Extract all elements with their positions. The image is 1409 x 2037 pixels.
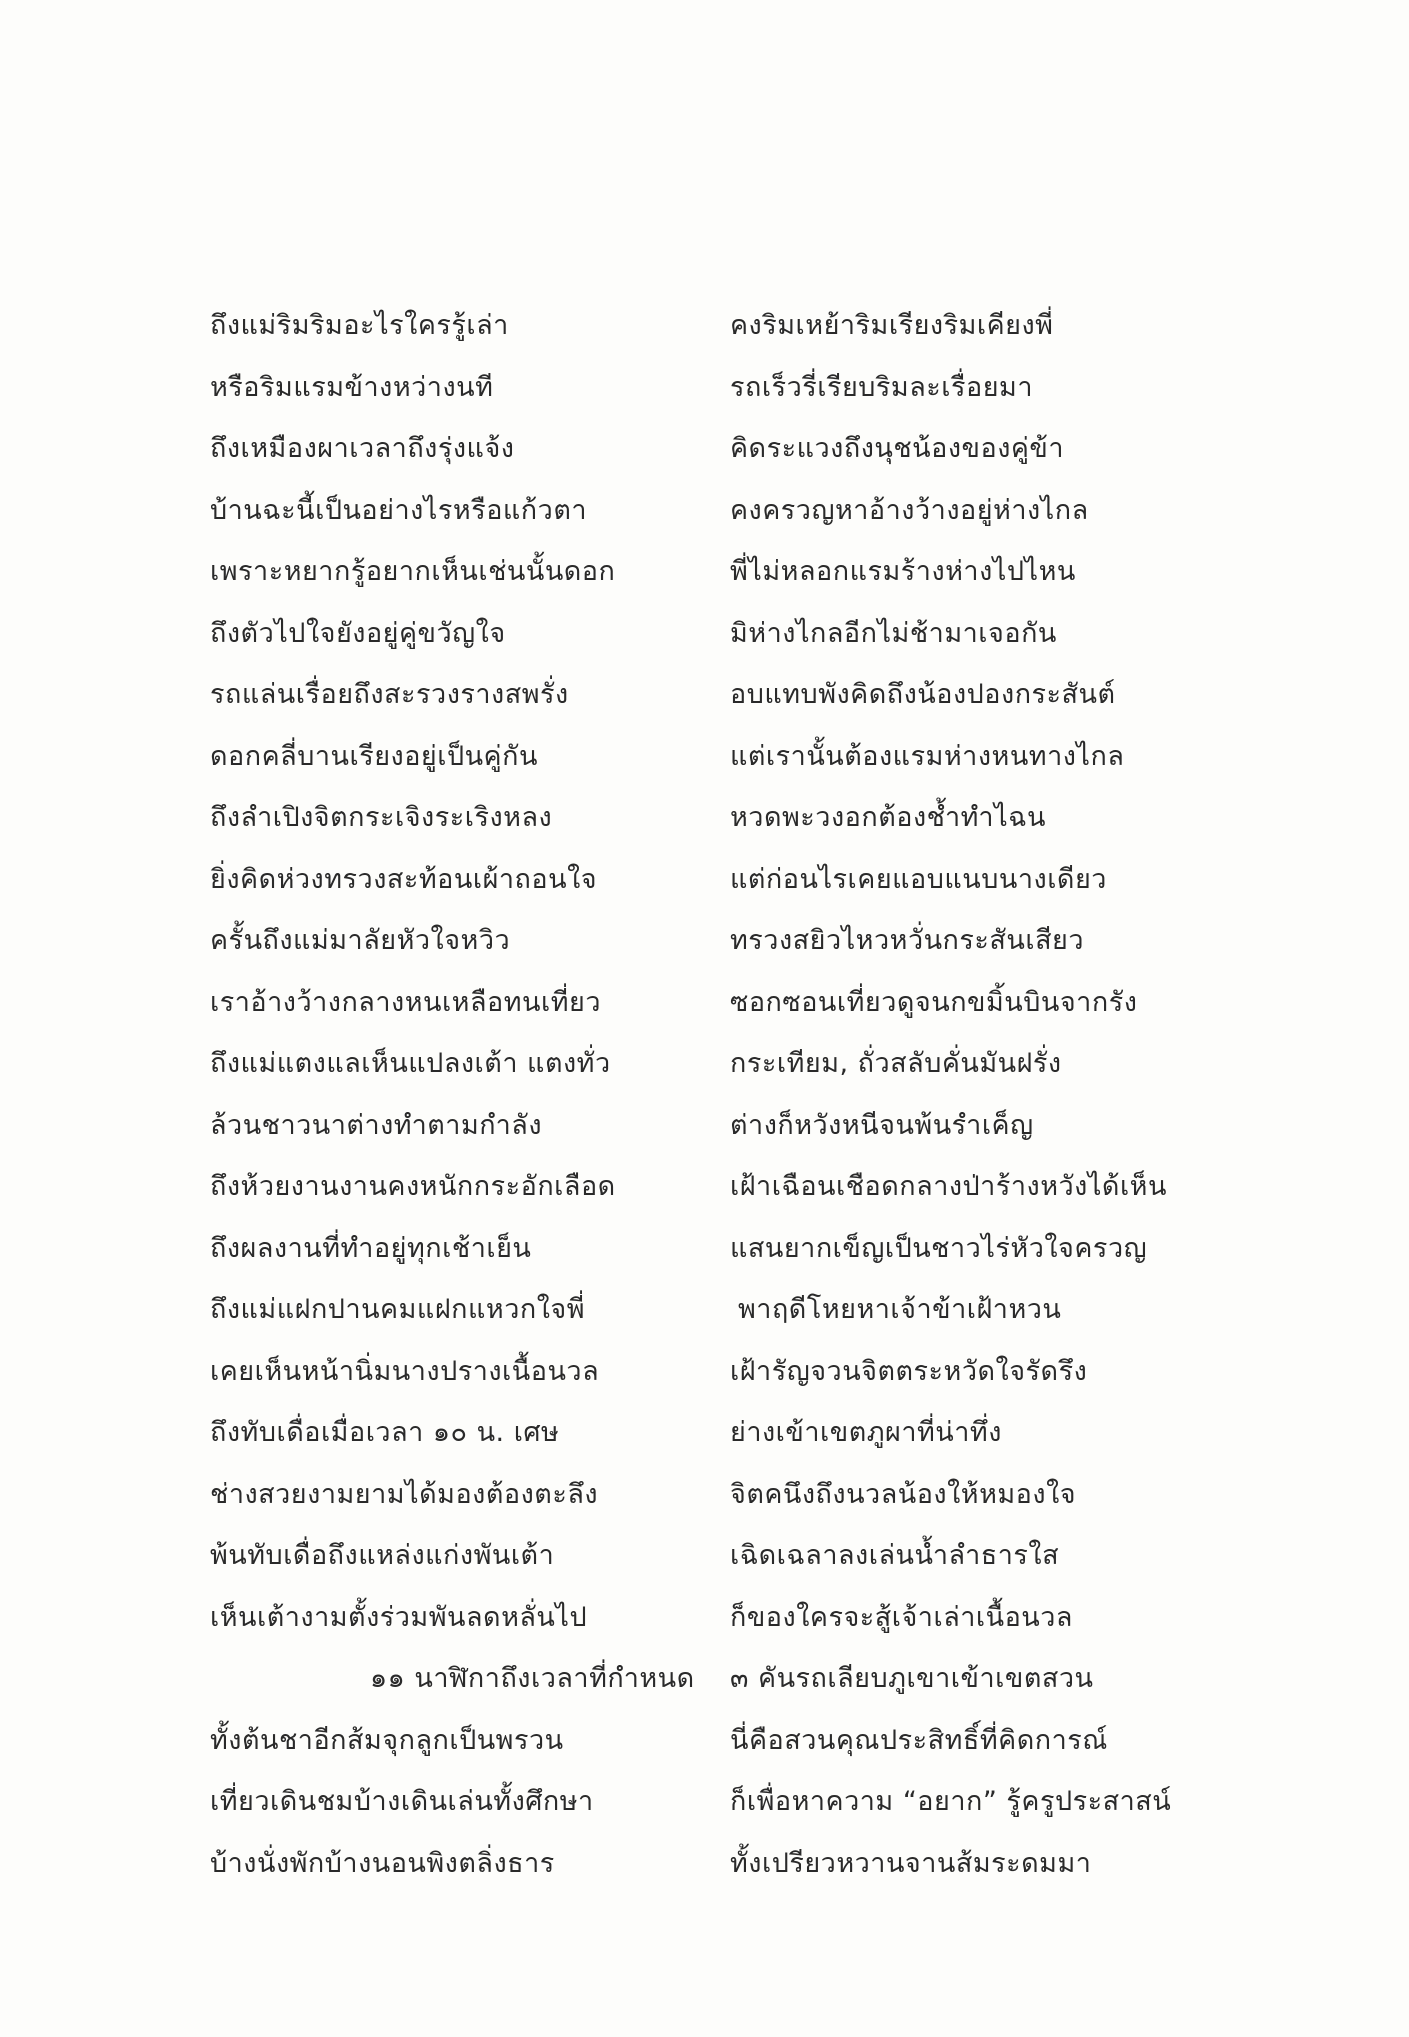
poem-line: ยิ่งคิดห่วงทรวงสะท้อนเผ้าถอนใจ xyxy=(210,863,598,895)
poem-line: ถึงทับเดื่อเมื่อเวลา ๑๐ น. เศษ xyxy=(210,1417,560,1448)
poem-line: กระเทียม, ถั่วสลับคั่นมันฝรั่ง xyxy=(730,1048,1062,1079)
left-column xyxy=(210,295,695,1894)
poem-line: เราอ้างว้างกลางหนเหลือทนเที่ยว xyxy=(210,986,602,1018)
poem-line: แต่ก่อนไรเคยแอบแนบนางเดียว xyxy=(730,863,1107,895)
poem-line: จิตคนึงถึงนวลน้องให้หมองใจ xyxy=(730,1478,1077,1510)
poem-line: ถึงเหมืองผาเวลาถึงรุ่งแจ้ง xyxy=(210,433,515,464)
poem-line: เพราะหยากรู้อยากเห็นเช่นนั้นดอก xyxy=(210,556,616,587)
poem-line: เคยเห็นหน้านิ่มนางปรางเนื้อนวล xyxy=(210,1355,600,1387)
poem-line: ถึงตัวไปใจยังอยู่คู่ขวัญใจ xyxy=(210,617,506,649)
poem-line: อบแทบพังคิดถึงน้องปองกระสันต์ xyxy=(730,679,1116,710)
poem-line: ก็ของใครจะสู้เจ้าเล่าเนื้อนวล xyxy=(730,1601,1073,1633)
poem-line: เที่ยวเดินชมบ้างเดินเล่นทั้งศึกษา xyxy=(210,1786,594,1817)
poem-line: ครั้นถึงแม่มาลัยหัวใจหวิว xyxy=(210,925,511,956)
poem-line: หรือริมแรมข้างหว่างนที xyxy=(210,371,494,403)
poem-line: คงริมเหย้าริมเรียงริมเคียงพี่ xyxy=(730,310,1054,341)
poem-line: คิดระแวงถึงนุชน้องของคู่ข้า xyxy=(730,433,1065,464)
poem-line: เห็นเต้างามตั้งร่วมพันลดหลั่นไป xyxy=(210,1601,588,1633)
poem-line: เฉิดเฉลาลงเล่นน้ำลำธารใส xyxy=(730,1540,1060,1571)
poem-line: เฝ้ารัญจวนจิตตระหวัดใจรัดรึง xyxy=(730,1355,1088,1387)
poem-line: รถเร็วรี่เรียบริมละเรื่อยมา xyxy=(730,371,1034,403)
poem-line: ๓ คันรถเลียบภูเขาเข้าเขตสวน xyxy=(730,1663,1094,1694)
right-column xyxy=(730,295,1210,1894)
poem-line: รถแล่นเรื่อยถึงสะรวงรางสพรั่ง xyxy=(210,679,569,710)
poem-line: ถึงลำเปิงจิตกระเจิงระเริงหลง xyxy=(210,802,553,833)
poem-line: แต่เรานั้นต้องแรมห่างหนทางไกล xyxy=(730,740,1125,772)
poem-line: ๑๑ นาฬิกาถึงเวลาที่กำหนด xyxy=(370,1663,695,1694)
poem-line: ทรวงสยิวไหวหวั่นกระสันเสียว xyxy=(730,925,1085,956)
poem-line: พ้นทับเดื่อถึงแหล่งแก่งพันเต้า xyxy=(210,1540,555,1571)
poem-line: ถึงแม่ริมริมอะไรใครรู้เล่า xyxy=(210,310,509,341)
poem-line: หวดพะวงอกต้องช้ำทำไฉน xyxy=(730,802,1047,833)
poem-line: ดอกคลี่บานเรียงอยู่เป็นคู่กัน xyxy=(210,740,538,772)
poem-line: เฝ้าเฉือนเชือดกลางป่าร้างหวังได้เห็น xyxy=(730,1171,1167,1202)
poem-line: ทั้งเปรียวหวานจานส้มระดมมา xyxy=(730,1847,1092,1879)
poem-line: ล้วนชาวนาต่างทำตามกำลัง xyxy=(210,1109,542,1141)
poem-line: ทั้งต้นชาอีกส้มจุกลูกเป็นพรวน xyxy=(210,1724,564,1756)
poem-line: ถึงแม่แตงแลเห็นแปลงเต้า แตงทั่ว xyxy=(210,1048,611,1079)
poem-line: ช่างสวยงามยามได้มองต้องตะลึง xyxy=(210,1478,599,1510)
poem-line: นี่คือสวนคุณประสิทธิ์ที่คิดการณ์ xyxy=(730,1724,1108,1756)
poem-line: แสนยากเข็ญเป็นชาวไร่หัวใจครวญ xyxy=(730,1232,1148,1264)
poem-line: ซอกซอนเที่ยวดูจนกขมิ้นบินจากรัง xyxy=(730,986,1138,1018)
poem-line: ถึงผลงานที่ทำอยู่ทุกเช้าเย็น xyxy=(210,1232,532,1264)
poem-line: บ้างนั่งพักบ้างนอนพิงตลิ่งธาร xyxy=(210,1847,555,1879)
poem-line: พี่ไม่หลอกแรมร้างห่างไปไหน xyxy=(730,556,1076,587)
poem-line: มิห่างไกลอีกไม่ช้ามาเจอกัน xyxy=(730,617,1057,649)
poem-line: ถึงห้วยงานงานคงหนักกระอักเลือด xyxy=(210,1171,616,1202)
poem-line: คงครวญหาอ้างว้างอยู่ห่างไกล xyxy=(730,494,1089,526)
poem-line: พาฤดีโหยหาเจ้าข้าเฝ้าหวน xyxy=(738,1294,1062,1325)
poem-line: ถึงแม่แฝกปานคมแฝกแหวกใจพี่ xyxy=(210,1294,585,1325)
poem-line: ย่างเข้าเขตภูผาที่น่าทึ่ง xyxy=(730,1417,1002,1448)
poem-line: ก็เพื่อหาความ “อยาก” รู้ครูประสาสน์ xyxy=(730,1786,1172,1817)
poem-line: ต่างก็หวังหนีจนพ้นรำเค็ญ xyxy=(730,1109,1034,1141)
poem-line: บ้านฉะนี้เป็นอย่างไรหรือแก้วตา xyxy=(210,494,588,526)
